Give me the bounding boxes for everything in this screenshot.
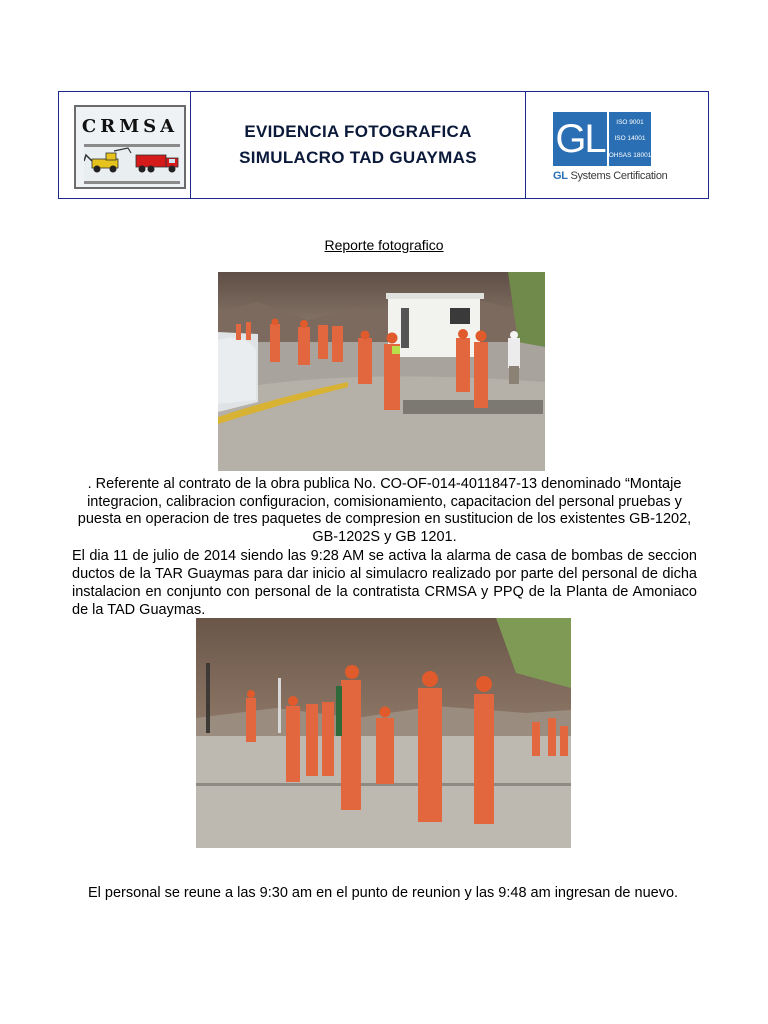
header-logo-cell [59, 92, 191, 198]
gl-caption-text: Systems Certification [567, 170, 668, 182]
photo-workers-walking [218, 272, 545, 471]
report-title: Reporte fotografico [324, 237, 444, 253]
crmsa-logo-text: CRMSA [81, 116, 179, 137]
iso-line: OHSAS 18001 [608, 152, 652, 160]
iso-list [609, 112, 651, 166]
paragraph-contract-reference: . Referente al contrato de la obra publica No. CO-OF-014-4011847-13 denominado “Montaje integracion, calibracion configuracion, comisionamiento, capacitacion del personal pruebas y puesta en operacion de tres paquetes de compresion en sustitucion de los existentes GB-1202, GB-1202S y GB 1201. [77, 476, 692, 545]
crmsa-logo [74, 105, 186, 189]
header-title-cell [191, 92, 526, 198]
document-title-line-1: EVIDENCIA FOTOGRAFICA [244, 122, 472, 141]
gl-caption [553, 170, 667, 182]
gl-mark: GL [553, 112, 607, 166]
paragraph-meeting-point: El personal se reune a las 9:30 am en el punto de reunion y las 9:48 am ingresan de nuevo. [88, 885, 679, 901]
photo-meeting-point [196, 618, 571, 848]
document-title-line-2: SIMULACRO TAD GUAYMAS [239, 148, 477, 167]
iso-line: ISO 9001 [616, 118, 644, 126]
crmsa-logo-vehicles [84, 144, 180, 184]
header-table [58, 91, 709, 199]
paragraph-alarm-event: El dia 11 de julio de 2014 siendo las 9:28 AM se activa la alarma de casa de bombas de seccion ductos de la TAR Guaymas para dar inicio al simulacro realizado por parte del personal de dicha instalacion en conjunto con personal de la contratista CRMSA y PPQ de la Planta de Amoniaco de la TAD Guaymas. [72, 548, 697, 618]
gl-caption-prefix: GL [553, 170, 568, 182]
iso-line: ISO 14001 [614, 135, 646, 143]
header-cert-cell [526, 92, 708, 198]
